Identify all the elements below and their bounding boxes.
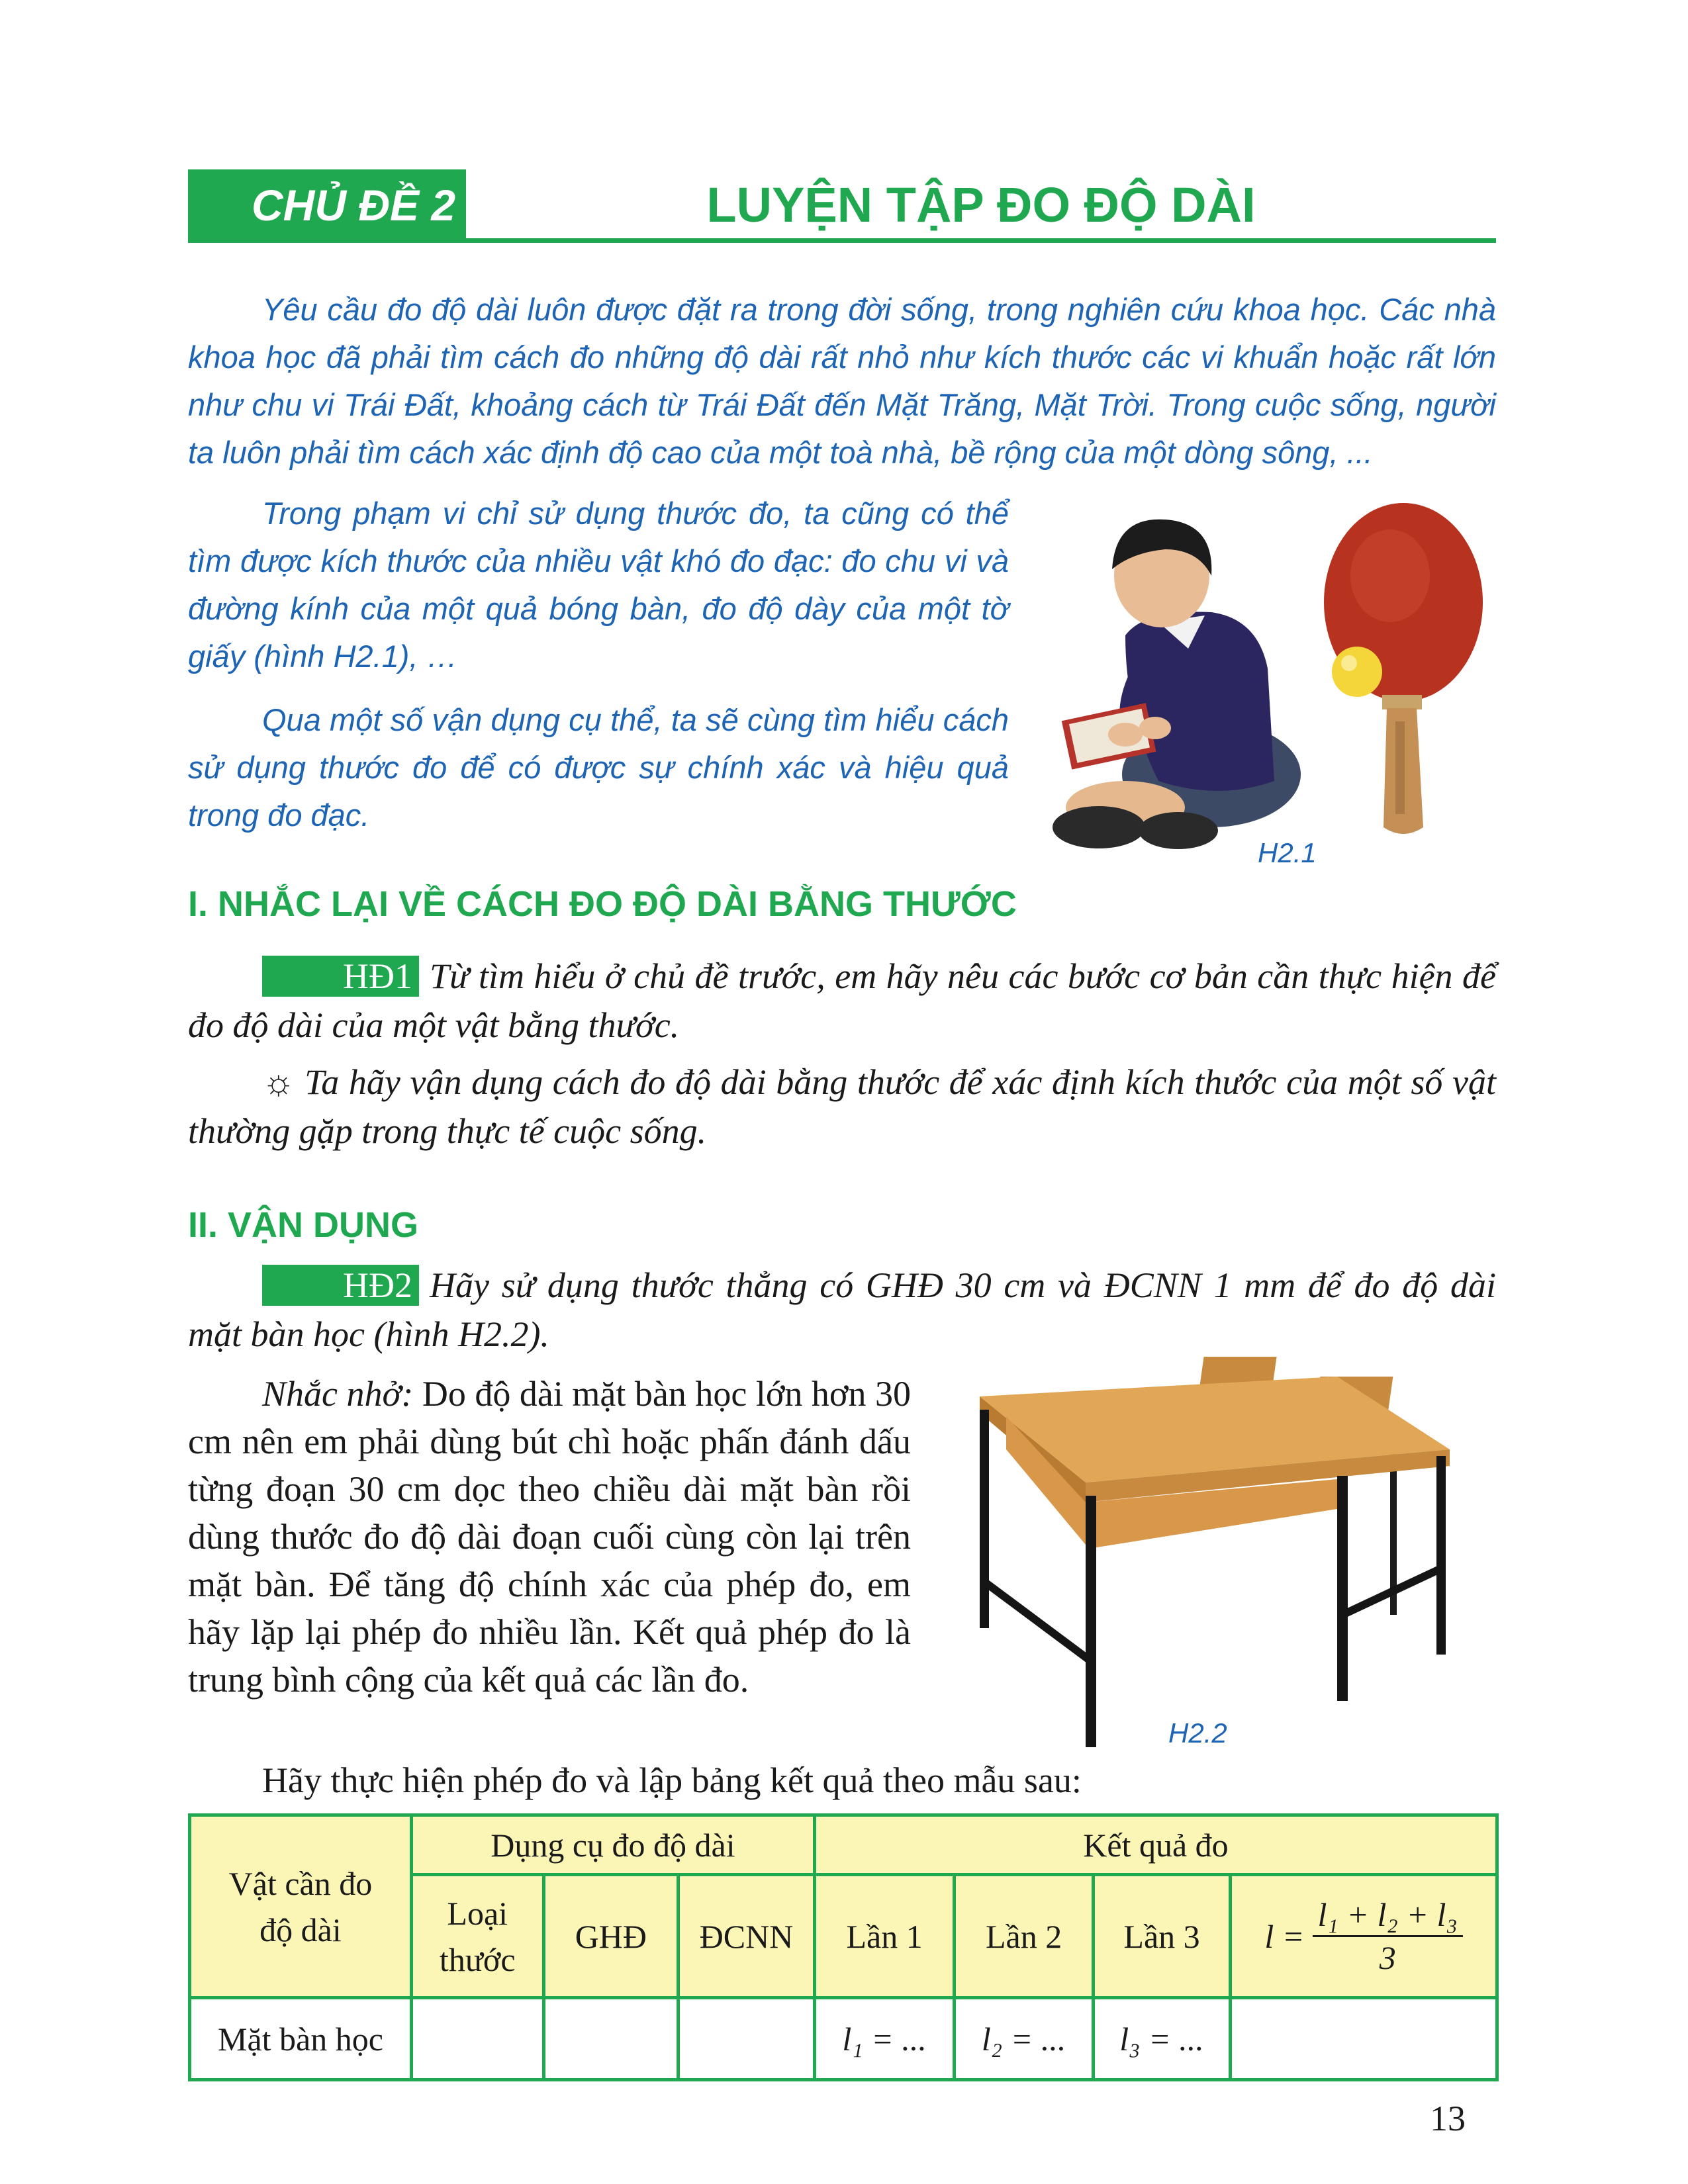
ghd-header: GHĐ: [543, 1875, 679, 1998]
instruction-text: Hãy thực hiện phép đo và lập bảng kết quả theo mẫu sau:: [262, 1760, 1082, 1800]
row-mean-cell: [1231, 1998, 1497, 2080]
formula-denominator: 3: [1379, 1939, 1396, 1976]
figure-boy-and-paddle: [1046, 496, 1496, 854]
figure-h22-caption: H2.2: [1168, 1717, 1227, 1749]
row-l1-cell: l₁ = ...: [814, 1998, 954, 2080]
ruler-type-header: Loại thước: [411, 1875, 543, 1998]
header-rule: [188, 238, 1496, 243]
ping-pong-paddle-illustration: [1324, 503, 1483, 834]
hd1-text: Từ tìm hiểu ở chủ đề trước, em hãy nêu các bước cơ bản cần thực hiện để đo độ dài của một vật bằng thước.: [188, 956, 1496, 1045]
hd2-paragraph: [188, 1261, 1496, 1359]
results-table: [188, 1813, 1499, 2081]
page-number: 13: [1430, 2099, 1466, 2138]
section-1-heading: I. NHẮC LẠI VỀ CÁCH ĐO ĐỘ DÀI BẰNG THƯỚC: [188, 884, 1017, 924]
hd2-text: Hãy sử dụng thước thẳng có GHĐ 30 cm và ĐCNN 1 mm để đo độ dài mặt bàn học (hình H2.2).: [188, 1265, 1496, 1354]
topic-label: CHỦ ĐỀ 2: [188, 169, 466, 241]
intro-paragraph-2: Trong phạm vi chỉ sử dụng thước đo, ta cũng có thể tìm được kích thước của nhiều vật khó đo đạc: đo chu vi và đường kính của một quả bóng bàn, đo độ dày của một tờ giấy (hình H2.1), …: [188, 496, 1009, 674]
formula-numerator: l₁ + l₂ + l₃: [1313, 1894, 1463, 1937]
trial-1-header: Lần 1: [814, 1875, 954, 1998]
hd1-badge: HĐ1: [262, 956, 419, 997]
mean-formula-header: [1231, 1875, 1497, 1998]
table-row: [190, 1998, 1497, 2080]
row-ghd-cell: [543, 1998, 679, 2080]
result-group-header: Kết quả đo: [814, 1815, 1497, 1875]
table-header-row-1: [190, 1815, 1497, 1875]
tool-group-header: Dụng cụ đo độ dài: [411, 1815, 814, 1875]
reminder-paragraph: [188, 1370, 911, 1704]
reminder-lead: Nhắc nhở:: [262, 1374, 414, 1414]
section-2-heading: II. VẬN DỤNG: [188, 1205, 419, 1245]
hd1-paragraph: [188, 952, 1496, 1050]
row-dcnn-cell: [679, 1998, 815, 2080]
desk-illustration: [980, 1357, 1450, 1747]
figure-school-desk: [966, 1350, 1496, 1760]
row-ruler-type-cell: [411, 1998, 543, 2080]
dcnn-header: ĐCNN: [679, 1875, 815, 1998]
intro-paragraph-3: Qua một số vận dụng cụ thể, ta sẽ cùng tìm hiểu cách sử dụng thước đo để có được sự chính xác và hiệu quả trong đo đạc.: [188, 702, 1009, 833]
reminder-text: Do độ dài mặt bàn học lớn hơn 30 cm nên em phải dùng bút chì hoặc phấn đánh dấu từng đoạn 30 cm dọc theo chiều dài mặt bàn rồi dùng thước đo độ dài đoạn cuối cùng còn lại trên mặt bàn. Để tăng độ chính xác của phép đo, em hãy lặp lại phép đo nhiều lần. Kết quả phép đo là trung bình cộng của kết quả các lần đo.: [188, 1374, 911, 1700]
row-l3-cell: l₃ = ...: [1093, 1998, 1230, 2080]
intro-paragraph-1: Yêu cầu đo độ dài luôn được đặt ra trong đời sống, trong nghiên cứu khoa học. Các nhà khoa học đã phải tìm cách đo những độ dài rất nhỏ như kích thước các vi khuẩn hoặc rất lớn như chu vi Trái Đất, khoảng cách từ Trái Đất đến Mặt Trăng, Mặt Trời. Trong cuộc sống, người ta luôn phải tìm cách xác định độ cao của một toà nhà, bề rộng của một dòng sông, ...: [188, 292, 1496, 470]
figure-h21-caption: H2.1: [1258, 837, 1317, 868]
object-header: Vật cần đo độ dài: [190, 1815, 412, 1998]
hd2-badge: HĐ2: [262, 1265, 419, 1306]
formula-lhs: l =: [1264, 1917, 1305, 1955]
sun-icon: ☼: [262, 1062, 295, 1102]
row-l2-cell: l₂ = ...: [955, 1998, 1093, 2080]
trial-2-header: Lần 2: [955, 1875, 1093, 1998]
note-text: Ta hãy vận dụng cách đo độ dài bằng thước để xác định kích thước của một số vật thường gặp trong thực tế cuộc sống.: [188, 1062, 1497, 1151]
row-object-cell: Mặt bàn học: [190, 1998, 412, 2080]
note-paragraph: [188, 1058, 1496, 1156]
trial-3-header: Lần 3: [1093, 1875, 1230, 1998]
boy-illustration: [1053, 520, 1301, 849]
chapter-title: LUYỆN TẬP ĐO ĐỘ DÀI: [706, 177, 1256, 232]
